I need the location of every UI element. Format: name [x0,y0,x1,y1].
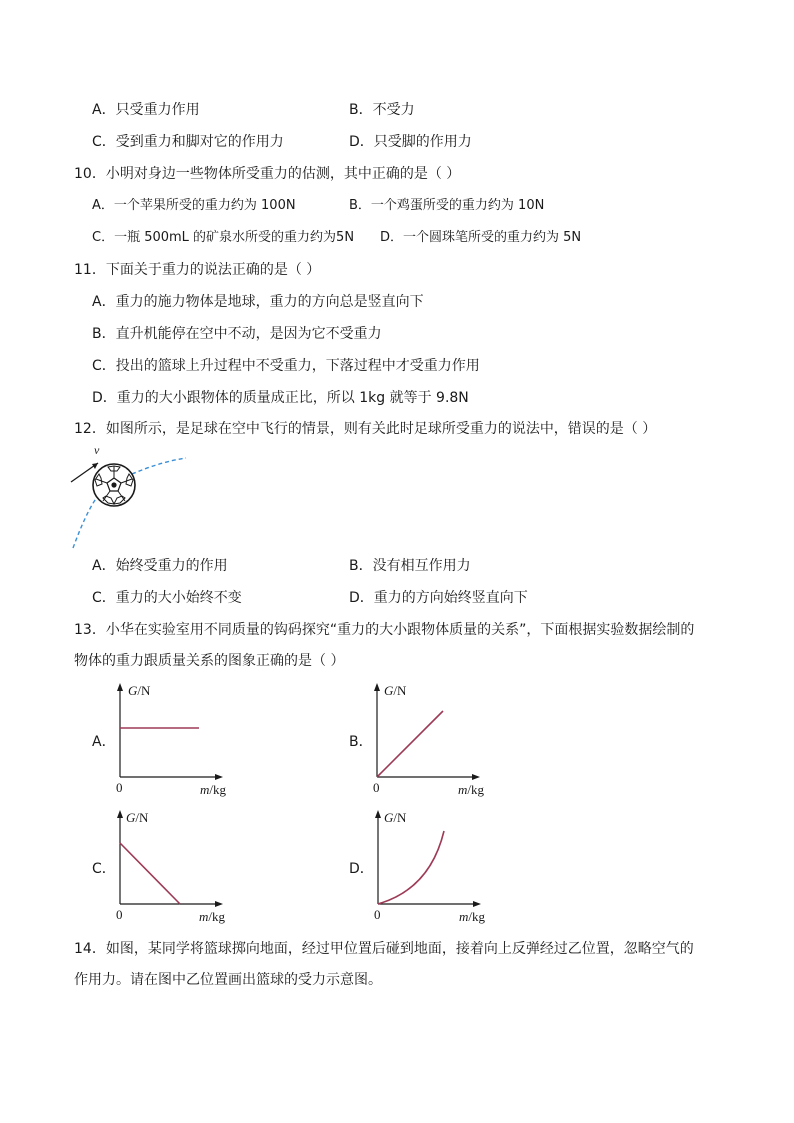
graph-b-origin: 0 [373,780,380,795]
q12-option-d: D．重力的方向始终竖直向下 [349,590,528,606]
q10-option-c: C．一瓶 500mL 的矿泉水所受的重力约为5N [92,230,355,245]
q10-option-a: A．一个苹果所受的重力约为 100N [92,198,296,213]
q10-stem: 10．小明对身边一些物体所受重力的估测，其中正确的是（ ） [74,166,461,182]
graph-d-option: D． [349,861,374,877]
graph-b-xlabel: m/kg [458,782,485,797]
q12-option-a: A．始终受重力的作用 [92,558,228,574]
q9-option-d: D．只受脚的作用力 [349,134,472,150]
graph-a-ylabel: G/N [128,683,151,698]
graph-c-ylabel: G/N [126,810,149,825]
graph-d-curve [378,831,444,904]
q12-option-b: B．没有相互作用力 [349,558,471,574]
graph-b-option: B． [349,734,373,750]
graph-c-curve [120,843,180,904]
q9-option-a: A．只受重力作用 [92,102,200,118]
q9-option-c: C．受到重力和脚对它的作用力 [92,134,284,150]
q11-option-d: D．重力的大小跟物体的质量成正比，所以 1kg 就等于 9.8N [92,390,469,406]
q11-option-c: C．投出的篮球上升过程中不受重力，下落过程中才受重力作用 [92,358,480,374]
q11-option-a: A．重力的施力物体是地球，重力的方向总是竖直向下 [92,294,424,310]
graph-a-xlabel: m/kg [200,782,227,797]
velocity-label: v [94,443,100,457]
q14-stem-line1: 14．如图，某同学将篮球掷向地面，经过甲位置后碰到地面，接着向上反弹经过乙位置，忽略空气的 [74,941,694,957]
graph-a-option: A． [92,734,116,750]
soccer-ball-icon [93,464,135,506]
graph-c-origin: 0 [116,907,123,922]
graph-a-origin: 0 [116,780,123,795]
q12-option-c: C．重力的大小始终不变 [92,590,242,606]
graph-d-xlabel: m/kg [459,909,486,924]
q13-stem-line2: 物体的重力跟质量关系的图象正确的是（ ） [74,653,345,669]
graph-d-ylabel: G/N [384,810,407,825]
graph-b-curve [377,711,443,777]
soccer-ball-figure [68,440,198,552]
q9-option-b: B．不受力 [349,102,415,118]
q10-option-b: B．一个鸡蛋所受的重力约为 10N [349,198,545,213]
q10-option-d: D．一个圆珠笔所受的重力约为 5N [380,230,582,245]
graph-c-xlabel: m/kg [199,909,226,924]
q14-stem-line2: 作用力。请在图中乙位置画出篮球的受力示意图。 [74,972,382,988]
q13-stem-line1: 13．小华在实验室用不同质量的钩码探究“重力的大小跟物体质量的关系”，下面根据实验数据绘制的 [74,622,695,638]
q11-option-b: B．直升机能停在空中不动，是因为它不受重力 [92,326,382,342]
q11-stem: 11．下面关于重力的说法正确的是（ ） [74,262,321,278]
graph-b-ylabel: G/N [384,683,407,698]
q12-stem: 12．如图所示，是足球在空中飞行的情景，则有关此时足球所受重力的说法中，错误的是（ ） [74,421,657,437]
graph-c-option: C． [92,861,116,877]
graph-d-origin: 0 [374,907,381,922]
